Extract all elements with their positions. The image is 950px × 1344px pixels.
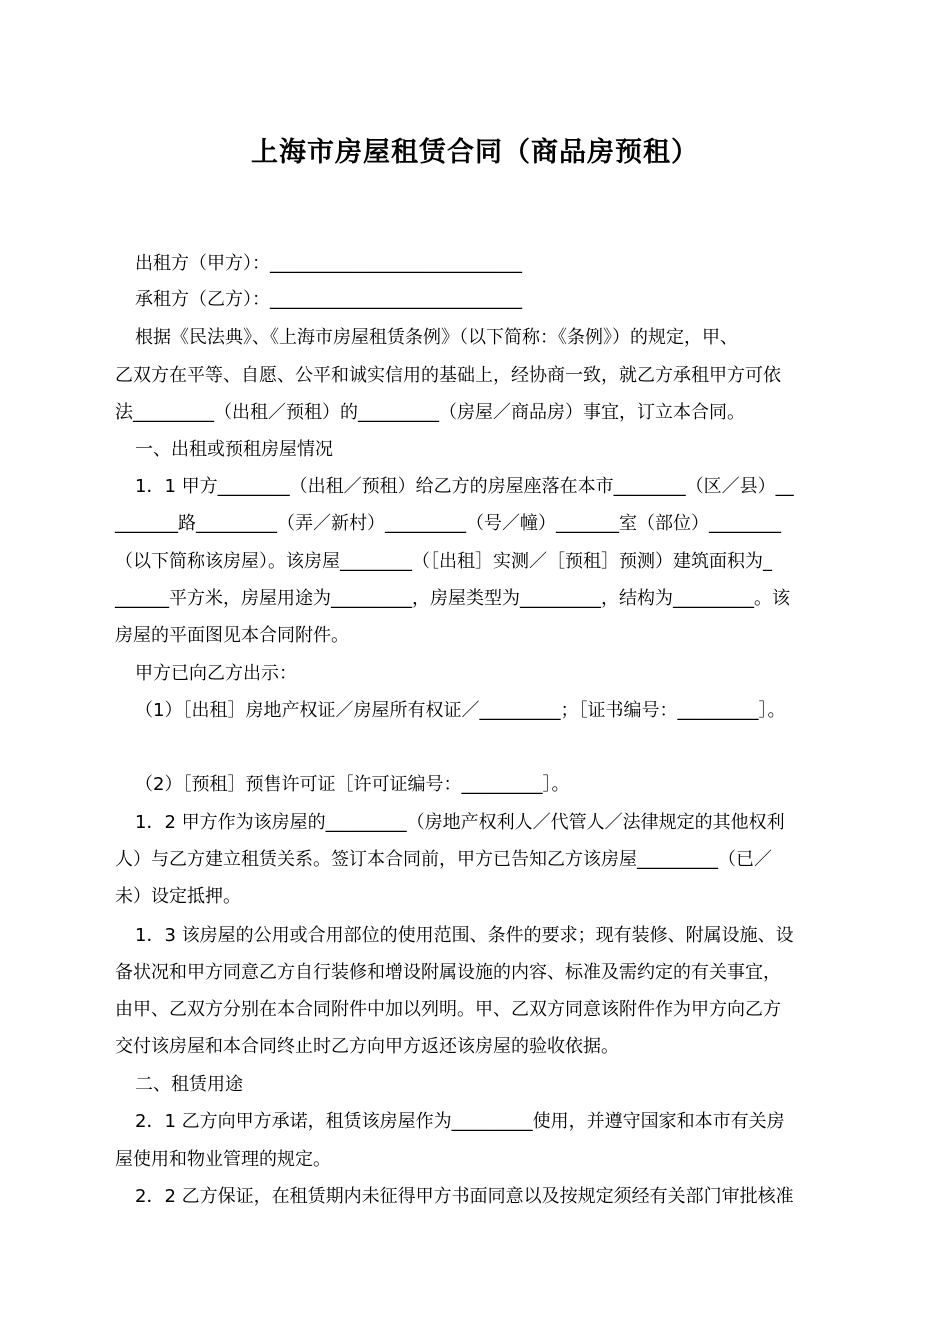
paragraph-line: 1．2 甲方作为该房屋的_________（房地产权利人／代管人／法律规定的其他权利 [135,812,785,833]
paragraph-line: ______平方米，房屋用途为_________，房屋类型为_________，结构为_________。该 [115,588,790,609]
paragraph-line: 备状况和甲方同意乙方自行装修和增设附属设施的内容、标准及需约定的有关事宜， [115,962,781,983]
section-heading: 二、租赁用途 [135,1074,243,1095]
paragraph-line: 法_________（出租／预租）的_________（房屋／商品房）事宜，订立本合同。 [115,402,745,423]
lessee-line: 承租方（乙方）：____________________________ [135,289,522,310]
paragraph-line: 未）设定抵押。 [115,886,241,907]
paragraph-line: _______路_________（弄／新村）_________（号／幢）_______室（部位）________ [115,513,781,534]
paragraph-line: 人）与乙方建立租赁关系。签订本合同前，甲方已告知乙方该房屋_________（已／ [115,849,772,870]
paragraph-line: 甲方已向乙方出示： [135,663,297,684]
paragraph-line: 乙双方在平等、自愿、公平和诚实信用的基础上，经协商一致，就乙方承租甲方可依 [115,365,781,386]
paragraph-line: （1）［出租］房地产权证／房屋所有权证／_________；［证书编号：_________］。 [135,700,786,721]
paragraph-line: （2）［预租］预售许可证［许可证编号：_________］。 [135,774,570,795]
paragraph-line: 屋使用和物业管理的规定。 [115,1149,331,1170]
paragraph-line: 根据《民法典》、《上海市房屋租赁条例》（以下简称：《条例》）的规定，甲、 [135,327,738,348]
paragraph-line: （以下简称该房屋）。该房屋________（［出租］实测／［预租］预测）建筑面积为_ [115,551,772,572]
paragraph-line: 房屋的平面图见本合同附件。 [115,625,349,646]
paragraph-line: 由甲、乙双方分别在本合同附件中加以列明。甲、乙双方同意该附件作为甲方向乙方 [115,999,781,1020]
paragraph-line: 1．1 甲方________（出租／预租）给乙方的房屋座落在本市________（区／县）__ [135,476,794,497]
section-heading: 一、出租或预租房屋情况 [135,439,333,460]
lessor-line: 出租方（甲方）：____________________________ [135,253,522,274]
paragraph-line: 1．3 该房屋的公用或合用部位的使用范围、条件的要求；现有装修、附属设施、设 [135,925,794,946]
paragraph-line: 2．2 乙方保证，在租赁期内未征得甲方书面同意以及按规定须经有关部门审批核准 [135,1186,794,1207]
document-title: 上海市房屋租赁合同（商品房预租） [251,137,699,168]
paragraph-line: 2．1 乙方向甲方承诺，租赁该房屋作为_________使用，并遵守国家和本市有关房 [135,1111,785,1132]
paragraph-line: 交付该房屋和本合同终止时乙方向甲方返还该房屋的验收依据。 [115,1036,619,1057]
